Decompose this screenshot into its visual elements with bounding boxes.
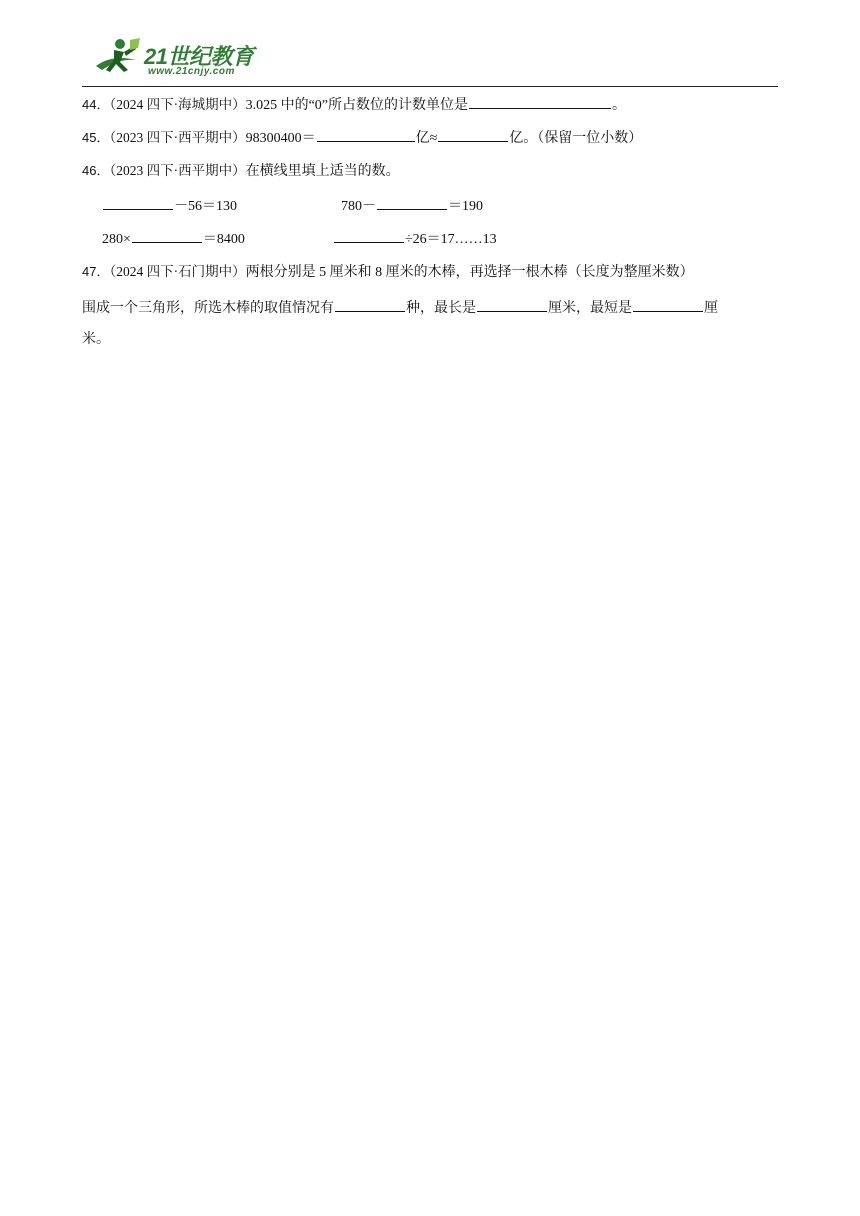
question-text: 厘米，最短是 [548,301,632,316]
question-source: （2024 四下·海城期中） [109,97,246,112]
question-text: 围成一个三角形，所选木棒的取值情况有 [82,301,334,316]
question-text: 亿≈ [415,131,438,146]
question-text: 亿。（保留一位小数） [509,131,643,146]
equation-text: ＝190 [448,199,483,214]
answer-blank[interactable] [132,228,202,243]
question-source: （2023 四下·西平期中） [109,163,246,178]
question-number: 44． [82,97,110,112]
question-text: 98300400＝ [245,131,316,146]
question-47-line-2 [82,297,718,319]
question-number: 45． [82,130,110,145]
answer-blank[interactable] [317,127,415,142]
equation-text: －56＝130 [174,199,237,214]
page-header [82,30,778,87]
equation-text: 780－ [341,199,376,214]
question-45 [82,127,642,149]
equation-2 [341,195,483,217]
answer-blank[interactable] [334,228,404,243]
question-number: 47． [82,264,110,279]
equation-3 [102,228,245,250]
logo-url: www.21cnjy.com [148,66,235,77]
equation-text: ÷26＝17……13 [405,232,497,247]
question-text: 种，最长是 [406,301,476,316]
answer-blank[interactable] [438,127,508,142]
answer-blank[interactable] [377,195,447,210]
question-source: （2023 四下·西平期中） [109,130,246,145]
question-46 [82,161,400,182]
equation-text: 280× [102,232,131,247]
equation-1 [102,195,237,217]
question-47 [82,262,694,283]
question-text: 在横线里填上适当的数。 [245,164,400,179]
question-47-line-3 [82,330,110,350]
question-source: （2024 四下·石门期中） [109,264,246,279]
equation-text: ＝8400 [202,232,245,247]
question-text: 两根分别是 5 厘米和 8 厘米的木棒，再选择一根木棒（长度为整厘米数） [245,265,694,280]
answer-blank[interactable] [335,297,405,312]
question-text: 米。 [82,332,110,347]
answer-blank[interactable] [633,297,703,312]
answer-blank[interactable] [103,195,173,210]
question-text-end: 。 [612,98,627,113]
logo-text: 21世纪教育 [144,44,254,69]
question-number: 46． [82,163,110,178]
logo [90,36,260,82]
answer-blank[interactable] [477,297,547,312]
runner-logo-icon [90,36,142,82]
question-text: 3.025 中的“0”所占数位的计数单位是 [245,98,469,113]
equation-4 [333,228,497,250]
question-44 [82,94,626,116]
question-text: 厘 [704,301,718,316]
answer-blank[interactable] [469,94,611,109]
